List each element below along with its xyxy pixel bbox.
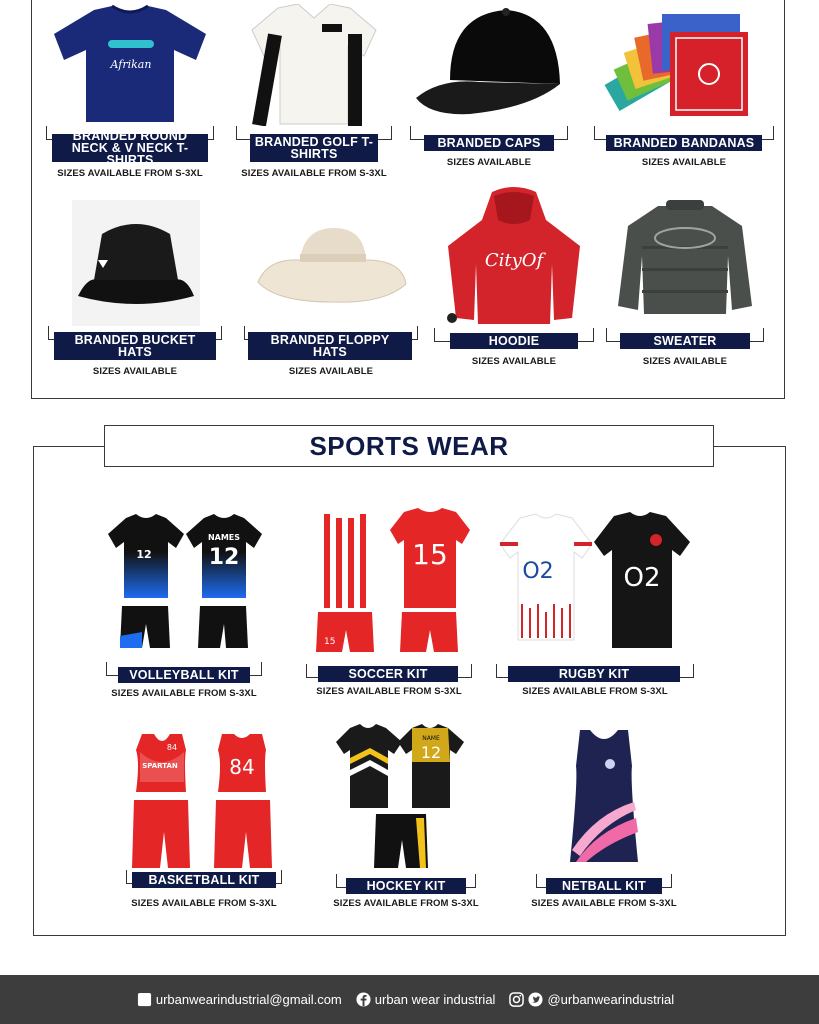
- kit-number: 15: [324, 637, 336, 647]
- twitter-icon: [528, 992, 543, 1007]
- kit-number: 84: [229, 755, 255, 779]
- footer-email[interactable]: [137, 992, 342, 1007]
- tshirt-icon: [46, 4, 214, 126]
- product-basketball-kit[interactable]: [126, 722, 282, 916]
- sponsor-logo: O2: [623, 563, 661, 593]
- mail-icon: [137, 992, 152, 1007]
- product-volleyball-kit[interactable]: [106, 512, 262, 702]
- basketball-kit-icon: [126, 722, 282, 872]
- product-label: BRANDED BANDANAS: [606, 135, 762, 151]
- sizes-text: SIZES AVAILABLE FROM S-3XL: [522, 686, 668, 697]
- product-label: HOODIE: [450, 333, 578, 349]
- product-round-neck-tshirt[interactable]: [46, 4, 214, 184]
- sizes-text: SIZES AVAILABLE FROM S-3XL: [131, 898, 277, 909]
- sizes-text: SIZES AVAILABLE: [92, 366, 178, 377]
- section-title: SPORTS WEAR: [309, 430, 509, 461]
- product-label: BRANDED GOLF T-SHIRTS: [250, 134, 378, 162]
- product-label: BRANDED CAPS: [424, 135, 554, 151]
- product-label: VOLLEYBALL KIT: [118, 667, 250, 683]
- footer-social[interactable]: [509, 992, 674, 1007]
- product-soccer-kit[interactable]: [306, 508, 472, 702]
- netball-kit-icon: [536, 722, 672, 872]
- footer-facebook[interactable]: [356, 992, 496, 1007]
- floppy-hat-icon: [244, 200, 418, 326]
- rugby-kit-icon: [496, 508, 694, 654]
- product-rugby-kit[interactable]: [496, 508, 694, 702]
- facebook-text[interactable]: urban wear industrial: [374, 992, 496, 1007]
- sizes-text: SIZES AVAILABLE: [641, 157, 727, 168]
- sizes-text: SIZES AVAILABLE FROM S-3XL: [333, 898, 479, 909]
- product-hockey-kit[interactable]: [333, 722, 479, 916]
- hoodie-icon: [434, 186, 594, 328]
- product-bandanas[interactable]: [594, 4, 774, 174]
- sweater-icon: [606, 186, 764, 328]
- sponsor-logo: O2: [522, 559, 554, 584]
- product-label: BRANDED FLOPPY HATS: [248, 332, 412, 360]
- volleyball-kit-icon: [106, 512, 262, 654]
- bandana-icon: [594, 4, 774, 126]
- product-caps[interactable]: [410, 4, 568, 174]
- soccer-kit-icon: [306, 508, 472, 654]
- kit-name-print: NAME: [422, 735, 440, 742]
- product-label: NETBALL KIT: [546, 878, 662, 894]
- sizes-text: SIZES AVAILABLE: [471, 356, 557, 367]
- product-label: SOCCER KIT: [318, 666, 458, 682]
- footer: [0, 975, 819, 1024]
- kit-number: 12: [208, 545, 240, 570]
- product-label: RUGBY KIT: [508, 666, 680, 682]
- sizes-text: SIZES AVAILABLE FROM S-3XL: [531, 898, 677, 909]
- product-label: HOCKEY KIT: [346, 878, 466, 894]
- social-handle-text[interactable]: @urbanwearindustrial: [547, 992, 675, 1007]
- svg-text:CityOf: CityOf: [484, 250, 544, 271]
- instagram-icon: [509, 992, 524, 1007]
- polo-shirt-icon: [236, 4, 392, 126]
- svg-text:Afrikan: Afrikan: [110, 58, 152, 71]
- bucket-hat-icon: [48, 200, 222, 326]
- product-netball-kit[interactable]: [531, 722, 677, 916]
- product-bucket-hats[interactable]: [48, 200, 222, 380]
- product-golf-tshirt[interactable]: [236, 4, 392, 184]
- email-text[interactable]: urbanwearindustrial@gmail.com: [155, 992, 342, 1007]
- product-label: BRANDED BUCKET HATS: [54, 332, 216, 360]
- kit-number: 84: [166, 743, 178, 752]
- hockey-kit-icon: [336, 722, 476, 872]
- sizes-text: SIZES AVAILABLE FROM S-3XL: [111, 688, 257, 699]
- sizes-text: SIZES AVAILABLE FROM S-3XL: [57, 168, 203, 179]
- sports-title-box: [104, 425, 714, 467]
- product-sweater[interactable]: [606, 186, 764, 370]
- product-label: BASKETBALL KIT: [132, 872, 276, 888]
- product-hoodie[interactable]: [434, 186, 594, 370]
- sizes-text: SIZES AVAILABLE: [288, 366, 374, 377]
- sizes-text: SIZES AVAILABLE: [642, 356, 728, 367]
- kit-number: 12: [136, 548, 152, 561]
- facebook-icon: [356, 992, 371, 1007]
- sizes-text: SIZES AVAILABLE FROM S-3XL: [316, 686, 462, 697]
- team-name: SPARTAN: [142, 762, 178, 770]
- kit-name-print: NAMES: [207, 533, 241, 542]
- product-floppy-hats[interactable]: [244, 200, 418, 380]
- cap-icon: [410, 4, 568, 126]
- kit-number: 12: [420, 743, 442, 762]
- product-label: BRANDED ROUND NECK & V NECK T-SHIRTS: [52, 134, 208, 162]
- sizes-text: SIZES AVAILABLE FROM S-3XL: [241, 168, 387, 179]
- kit-number: 15: [412, 538, 448, 571]
- sizes-text: SIZES AVAILABLE: [446, 157, 532, 168]
- product-label: SWEATER: [620, 333, 750, 349]
